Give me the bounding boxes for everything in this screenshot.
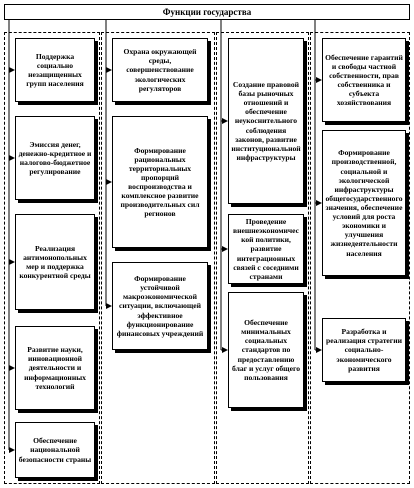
function-box-territorial: Формирование рациональных территориальных пропорций воспроизводства и комплексное развитие производительных сил регионов	[112, 116, 208, 248]
function-box-property-rights: Обеспечение гарантий и свободы частной собственности, прав собственника и субъекта хозяйствования	[322, 38, 406, 122]
function-box-science: Развитие науки, инновационной деятельности и информационных технологий	[15, 326, 95, 410]
function-box-social-standards: Обеспечение минимальных социальных стандартов по предоставлению благ и услуг общего пользования	[228, 292, 304, 408]
function-box-foreign-policy: Проведение внешнеэкономической политики, развитие интеграционных связей с соседними странами	[228, 214, 304, 284]
function-box-infrastructure: Формирование производственной, социальной и экологической инфраструктуры общегосударственного значения, обеспечение условий для роста экономики и улучшения жизнедеятельности населения	[322, 130, 406, 276]
function-box-environment: Охрана окружающей среды, совершенствование экологических регуляторов	[112, 38, 208, 102]
function-box-monetary-policy: Эмиссия денег, денежно-кредитное и налогово-бюджетное регулирование	[15, 116, 95, 200]
function-box-strategy: Разработка и реализация стратегии социально-экономического развития	[322, 318, 406, 382]
function-box-social-support: Поддержка социально незащищенных групп населения	[15, 38, 95, 102]
function-box-legal-base: Создание правовой базы рыночных отношений и обеспечение неукоснительного соблюдения законов, развитие институциональной инфраструктуры	[228, 38, 304, 204]
function-box-macroeconomic: Формирование устойчивой макроэкономической ситуации, включающей эффективное функционирование финансовых учреждений	[112, 262, 208, 350]
function-box-security: Обеспечение национальной безопасности страны	[15, 422, 95, 478]
diagram-title: Функции государства	[4, 4, 410, 20]
function-box-antimonopoly: Реализация антимонопольных мер и поддержка конкурентной среды	[15, 214, 95, 310]
